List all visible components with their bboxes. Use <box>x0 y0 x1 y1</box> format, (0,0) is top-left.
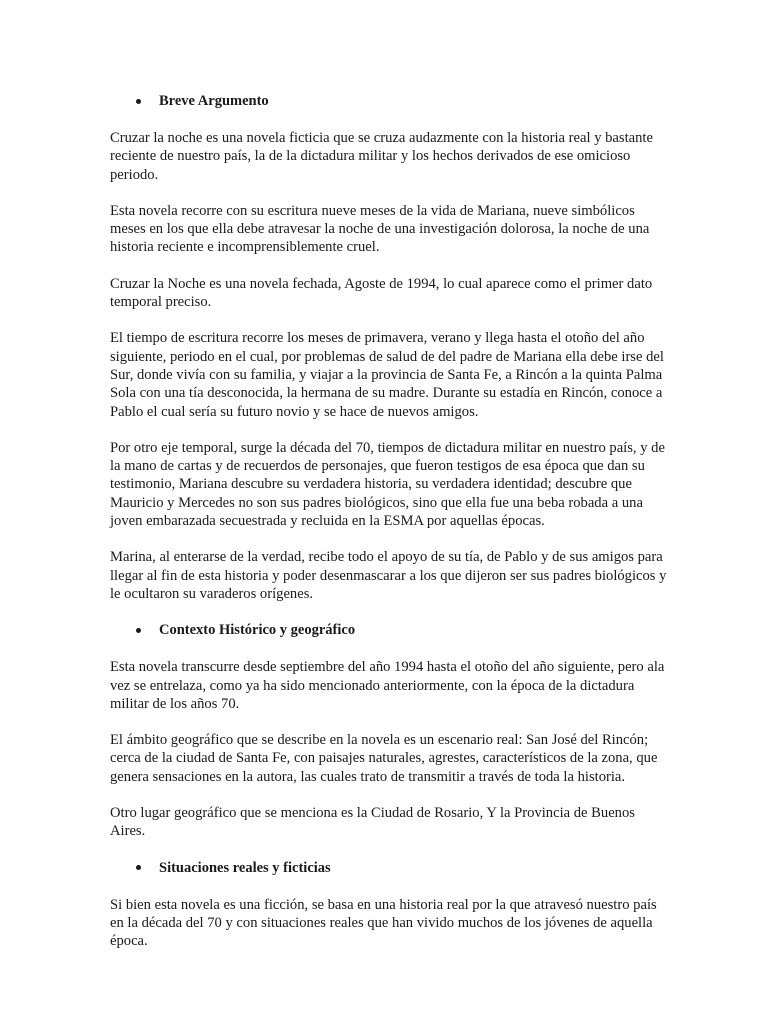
section-heading <box>110 621 668 639</box>
heading-text: Situaciones reales y ficticias <box>159 859 331 876</box>
section-breve-argumento <box>110 92 668 603</box>
paragraph: Cruzar la Noche es una novela fechada, Agoste de 1994, lo cual aparece como el primer dato temporal preciso. <box>110 275 653 311</box>
paragraph: Cruzar la noche es una novela ficticia que se cruza audazmente con la historia real y bastante reciente de nuestro país, la de la dictadura militar y los hechos derivados de ese omicioso periodo. <box>110 130 653 183</box>
section-situaciones <box>110 859 668 951</box>
section-heading <box>110 859 668 877</box>
section-heading <box>110 92 668 110</box>
paragraph: Esta novela recorre con su escritura nueve meses de la vida de Mariana, nueve simbólicos meses en los que ella debe atravesar la noche de una investigación dolorosa, la noche de una historia reciente e incomprensiblemente cruel. <box>110 202 650 256</box>
paragraph: Por otro eje temporal, surge la década del 70, tiempos de dictadura militar en nuestro país, y de la mano de cartas y de recuerdos de personajes, que fueron testigos de esa época que dan su testimonio, Mariana descubre su verdadera historia, su verdadera identidad; descubre que Mauricio y Mercedes no son sus padres biológicos, sino que ella fue una beba robada a una joven embarazada secuestrada y recluida en la ESMA por aquellas épocas. <box>110 439 665 530</box>
bullet-icon <box>136 628 141 633</box>
bullet-icon <box>136 865 141 870</box>
section-contexto-historico <box>110 621 668 840</box>
paragraph: El ámbito geográfico que se describe en la novela es un escenario real: San José del Rincón; cerca de la ciudad de Santa Fe, con paisajes naturales, agrestes, característicos de la zona, que genera sensaciones en la autora, las cuales trato de transmitir a través de toda la historia. <box>110 732 658 785</box>
paragraph: Marina, al enterarse de la verdad, recibe todo el apoyo de su tía, de Pablo y de sus amigos para llegar al fin de esta historia y poder desenmascarar a los que dijeron ser sus padres biológicos y le ocultaron su varaderos orígenes. <box>110 549 667 602</box>
paragraph: Esta novela transcurre desde septiembre del año 1994 hasta el otoño del año siguiente, pero ala vez se entrelaza, como ya ha sido mencionado anteriormente, con la época de la dictadura militar de los años 70. <box>110 659 665 712</box>
paragraph: Otro lugar geográfico que se menciona es la Ciudad de Rosario, Y la Provincia de Buenos Aires. <box>110 805 635 840</box>
bullet-icon <box>136 99 141 104</box>
paragraph: Si bien esta novela es una ficción, se basa en una historia real por la que atravesó nuestro país en la década del 70 y con situaciones reales que han vivido muchos de los jóvenes de aquella época. <box>110 896 657 950</box>
heading-text: Contexto Histórico y geográfico <box>159 622 356 639</box>
heading-text: Breve Argumento <box>159 93 269 109</box>
paragraph: El tiempo de escritura recorre los meses de primavera, verano y llega hasta el otoño del año siguiente, periodo en el cual, por problemas de salud de del padre de Mariana ella debe irse del Sur, donde vivía con su familia, y viajar a la provincia de Santa Fe, a Rincón a la quinta Palma Sola con una tía desconocida, la hermana de su madre. Durante su estadía en Rincón, conoce a Pablo el cual sería su futuro novio y se hace de nuevos amigos. <box>110 330 664 420</box>
